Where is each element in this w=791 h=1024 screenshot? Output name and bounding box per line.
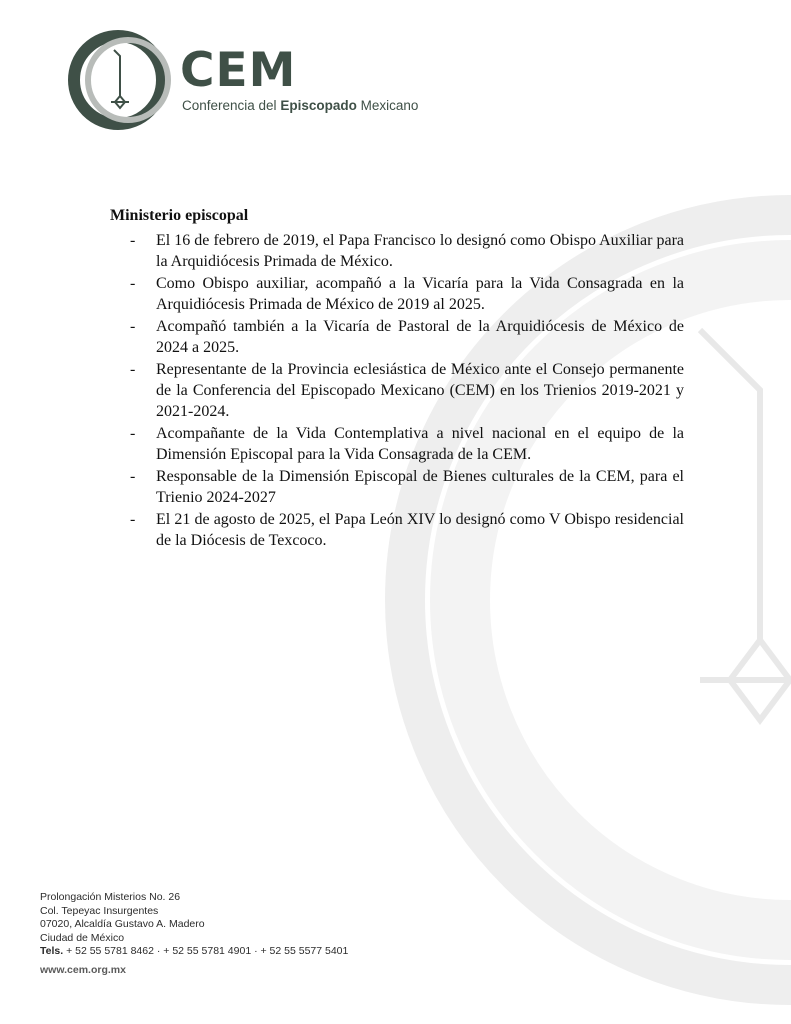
bullet-dash: - (130, 425, 136, 442)
list-item (110, 316, 684, 358)
brand-subtitle-bold: Episcopado (280, 98, 357, 113)
bullet-dash: - (130, 468, 136, 485)
list-item (110, 273, 684, 315)
tels-label: Tels. (40, 945, 64, 957)
ministry-list (110, 230, 684, 551)
brand-name: CEM (180, 43, 297, 98)
list-item-text: El 16 de febrero de 2019, el Papa Francisco lo designó como Obispo Auxiliar para la Arquidiócesis Primada de México. (156, 232, 684, 270)
list-item (110, 359, 684, 422)
website-link[interactable]: www.cem.org.mx (40, 963, 126, 976)
list-item-text: Representante de la Provincia eclesiástica de México ante el Consejo permanente de la Conferencia del Episcopado Mexicano (CEM) en los Trienios 2019-2021 y 2021-2024. (156, 361, 684, 420)
list-item-text: Acompañó también a la Vicaría de Pastoral de la Arquidiócesis de México de 2024 a 2025. (156, 318, 684, 356)
list-item (110, 230, 684, 272)
phone-line (40, 945, 348, 959)
bullet-dash: - (130, 361, 136, 378)
list-item (110, 423, 684, 465)
ministry-section (110, 206, 684, 552)
brand-subtitle-prefix: Conferencia del (182, 98, 281, 113)
list-item-text: Responsable de la Dimensión Episcopal de Bienes culturales de la CEM, para el Trienio 2024-2027 (156, 468, 684, 506)
address-line: Prolongación Misterios No. 26 (40, 891, 181, 903)
bullet-dash: - (130, 511, 136, 528)
section-title: Ministerio episcopal (110, 207, 249, 224)
address-line: 07020, Alcaldía Gustavo A. Madero (40, 918, 205, 930)
list-item (110, 509, 684, 551)
list-item-text: El 21 de agosto de 2025, el Papa León XIV lo designó como V Obispo residencial de la Diócesis de Texcoco. (156, 511, 684, 549)
brand-subtitle-suffix: Mexicano (356, 98, 419, 113)
list-item (110, 466, 684, 508)
brand-subtitle (182, 98, 418, 113)
address-line: Col. Tepeyac Insurgentes (40, 904, 159, 917)
list-item-text: Como Obispo auxiliar, acompañó a la Vicaría para la Vida Consagrada en la Arquidiócesis Primada de México de 2019 al 2025. (156, 275, 684, 313)
bullet-dash: - (130, 318, 136, 335)
tels-value: + 52 55 5781 8462 · + 52 55 5781 4901 · + 52 55 5577 5401 (63, 945, 349, 957)
footer (40, 891, 348, 977)
list-item-text: Acompañante de la Vida Contemplativa a nivel nacional en el equipo de la Dimensión Episcopal para la Vida Consagrada de la CEM. (156, 425, 684, 463)
bullet-dash: - (130, 275, 136, 292)
address-line: Ciudad de México (40, 931, 125, 944)
cem-crosier-logo-icon (66, 28, 176, 132)
bullet-dash: - (130, 232, 136, 249)
